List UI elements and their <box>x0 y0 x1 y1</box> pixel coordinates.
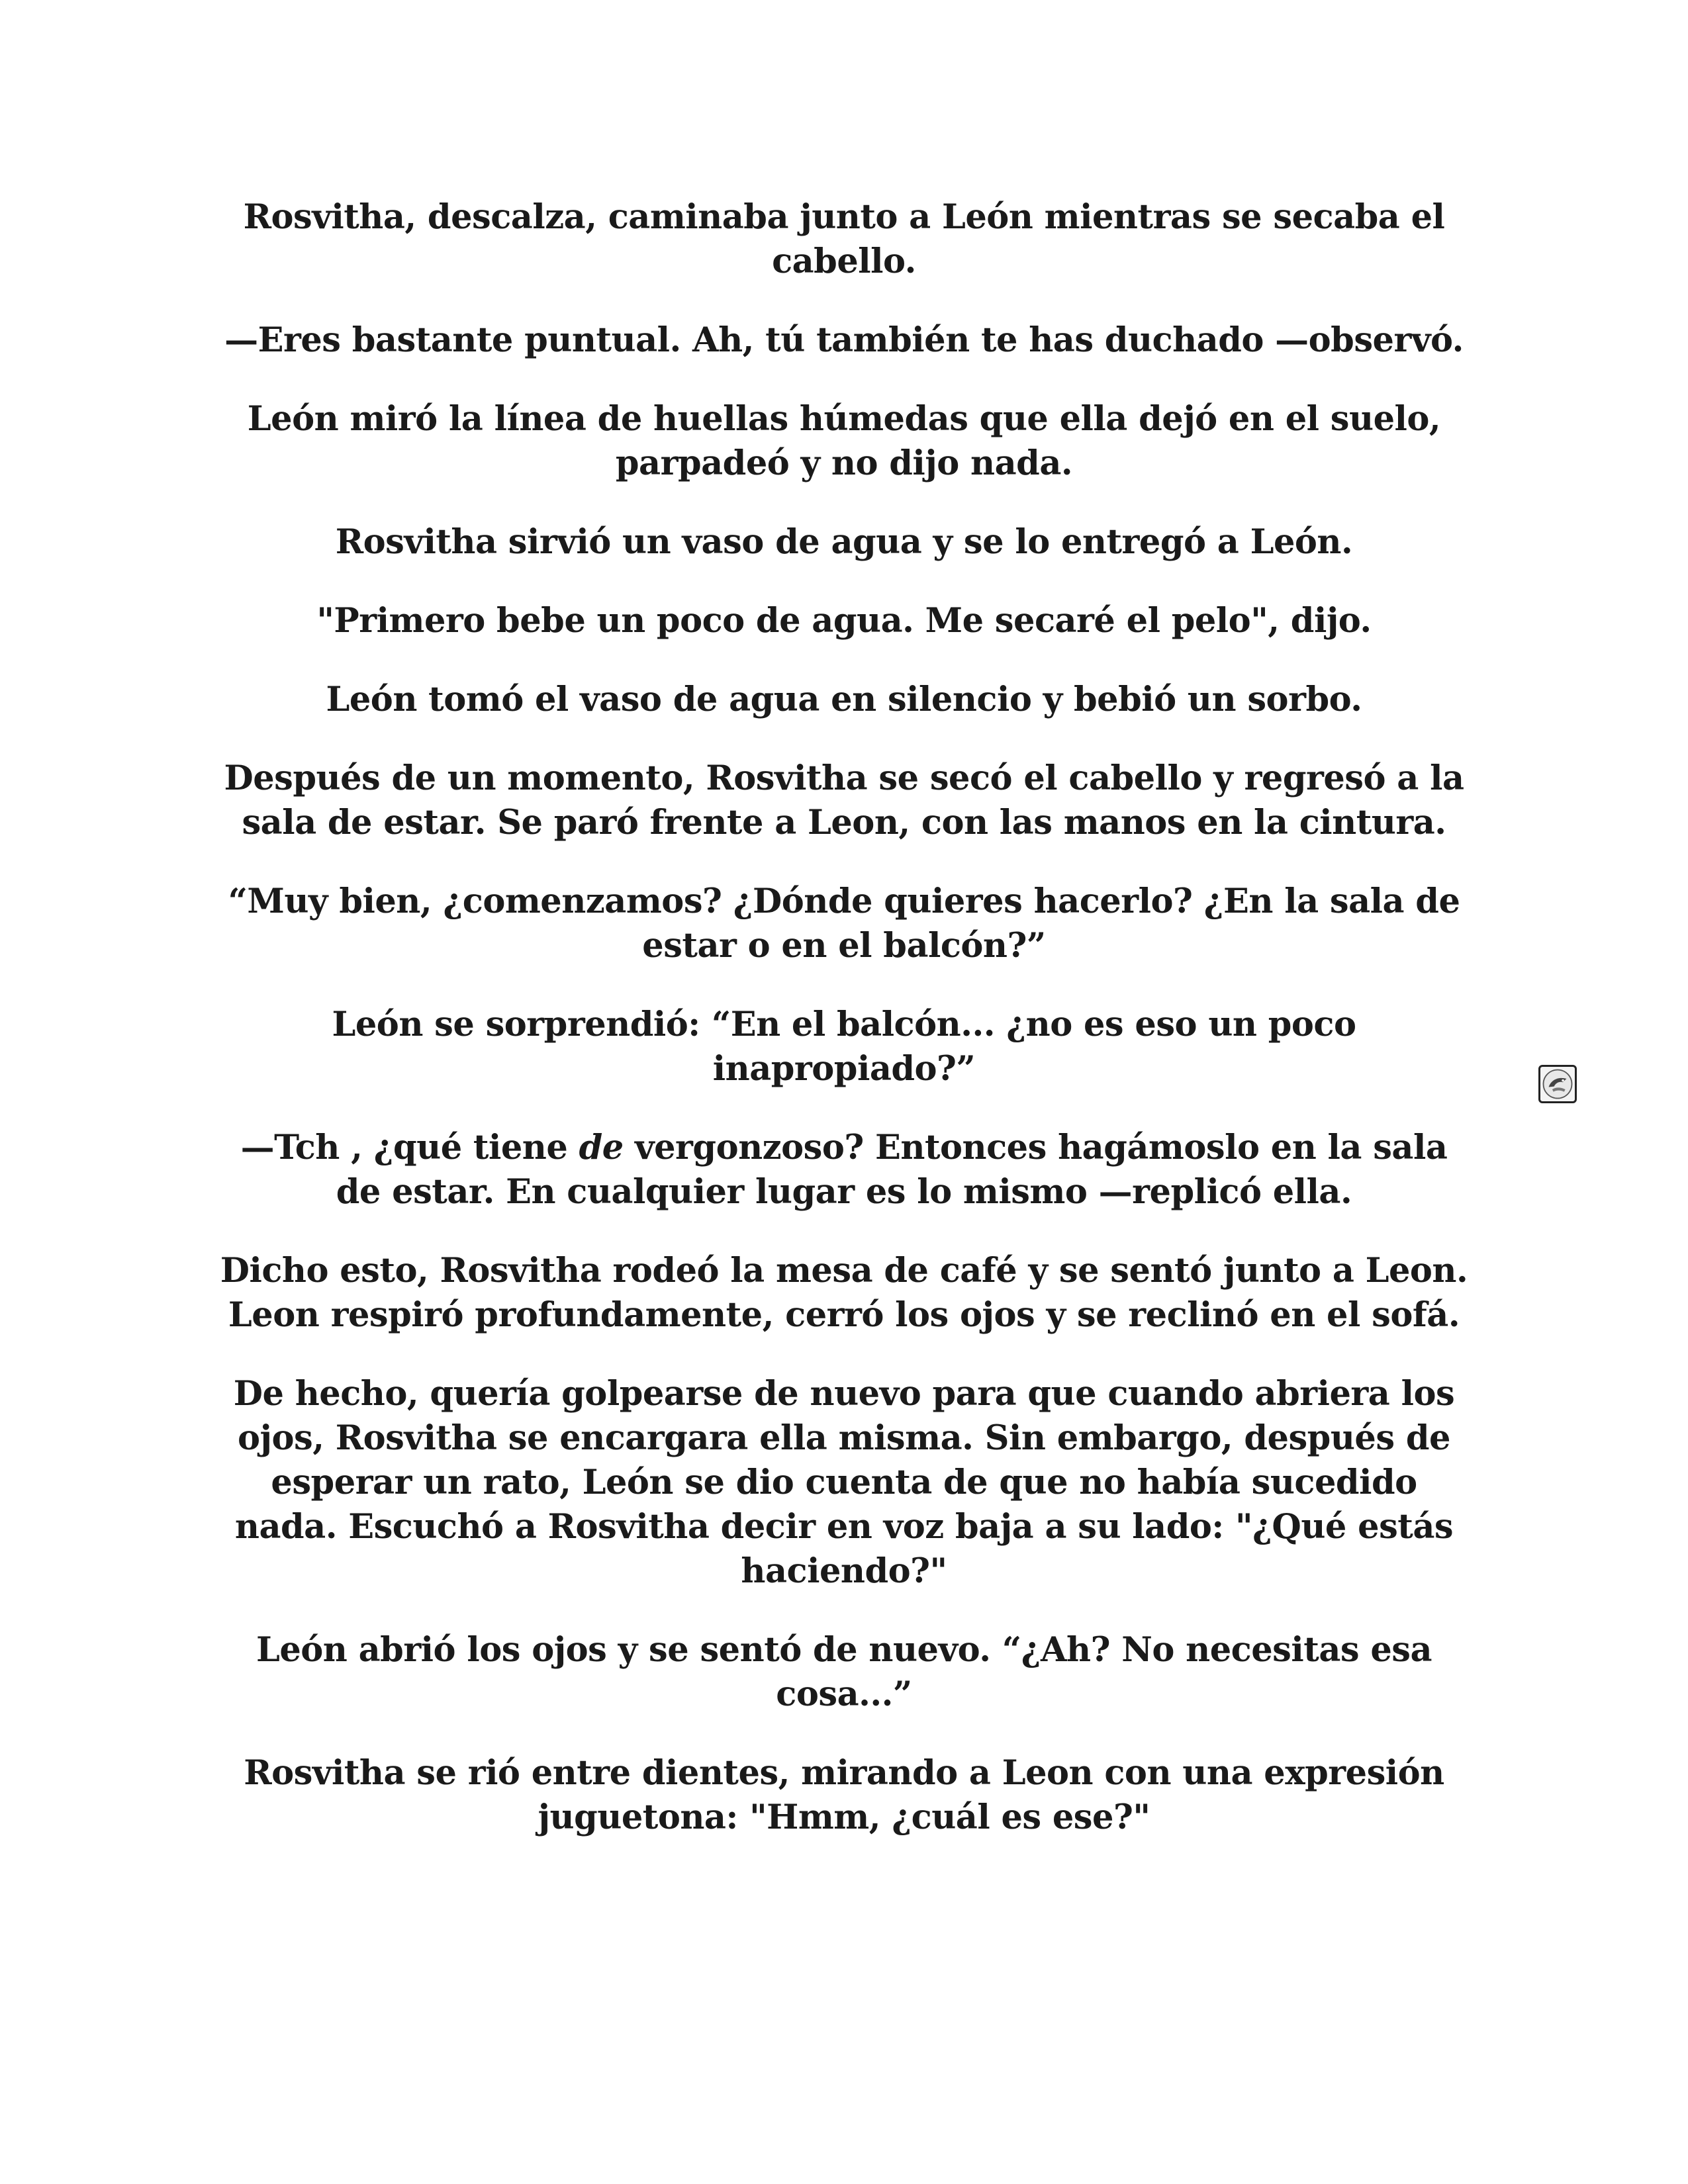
paragraph-1: Rosvitha, descalza, caminaba junto a León mientras se secaba el cabello. <box>243 197 1445 281</box>
paragraph-13: León abrió los ojos y se sentó de nuevo. “¿Ah? No necesitas esa cosa...” <box>256 1630 1432 1714</box>
paragraph-14: Rosvitha se rió entre dientes, mirando a Leon con una expresión juguetona: "Hmm, ¿cuál es ese?" <box>244 1753 1444 1837</box>
paragraph-11: Dicho esto, Rosvitha rodeó la mesa de café y se sentó junto a Leon. Leon respiró profundamente, cerró los ojos y se reclinó en el sofá. <box>220 1251 1468 1335</box>
paragraph-3: León miró la línea de huellas húmedas que ella dejó en el suelo, parpadeó y no dijo nada. <box>247 399 1441 483</box>
paragraph-4: Rosvitha sirvió un vaso de agua y se lo entregó a León. <box>335 522 1353 562</box>
paragraph-9: León se sorprendió: “En el balcón... ¿no es eso un poco inapropiado?” <box>332 1005 1356 1089</box>
paragraph-7: Después de un momento, Rosvitha se secó el cabello y regresó a la sala de estar. Se paró frente a Leon, con las manos en la cintura. <box>224 758 1464 842</box>
paragraph-5: "Primero bebe un poco de agua. Me secaré el pelo", dijo. <box>316 601 1372 641</box>
paragraph-10-italic: de <box>579 1128 624 1167</box>
paragraph-10 <box>218 1126 1470 1214</box>
paragraph-10-before: —Tch , ¿qué tiene <box>240 1128 579 1167</box>
dragon-emblem-icon[interactable] <box>1538 1065 1577 1103</box>
paragraph-6: León tomó el vaso de agua en silencio y bebió un sorbo. <box>326 680 1362 719</box>
paragraph-12: De hecho, quería golpearse de nuevo para que cuando abriera los ojos, Rosvitha se encargara ella misma. Sin embargo, después de esperar un rato, León se dio cuenta de que no había sucedido nada. Escuchó a Rosvitha decir en voz baja a su lado: "¿Qué estás haciendo?" <box>233 1374 1455 1591</box>
paragraph-2: —Eres bastante puntual. Ah, tú también te has duchado —observó. <box>224 320 1464 360</box>
paragraph-8: “Muy bien, ¿comenzamos? ¿Dónde quieres hacerlo? ¿En la sala de estar o en el balcón?” <box>228 882 1460 966</box>
paragraph-10-after: vergonzoso? Entonces hagámoslo en la sala de estar. En cualquier lugar es lo mismo —replicó ella. <box>336 1128 1448 1212</box>
document-page <box>218 195 1470 1874</box>
